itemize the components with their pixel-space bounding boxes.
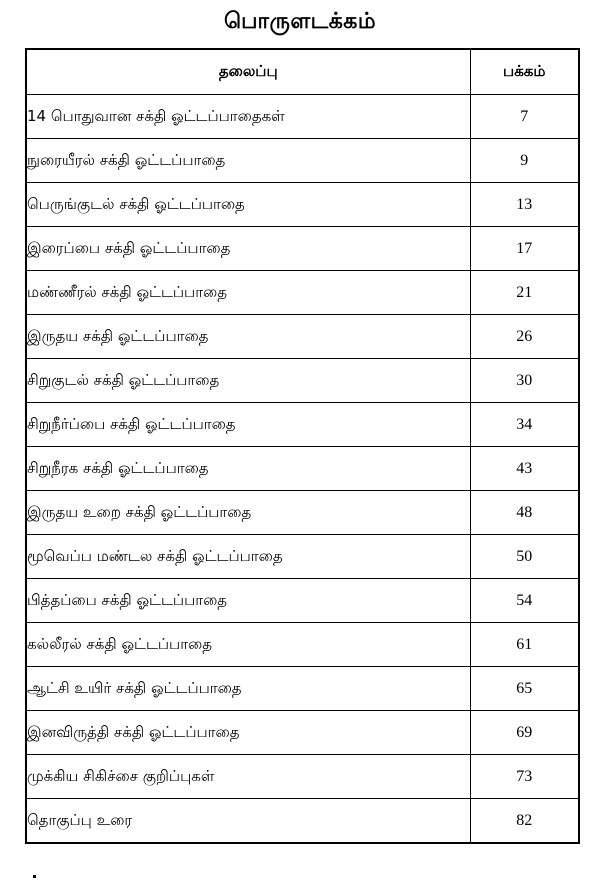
chapter-title: பெருங்குடல் சக்தி ஓட்டப்பாதை (26, 183, 470, 227)
chapter-title: கல்லீரல் சக்தி ஓட்டப்பாதை (26, 623, 470, 667)
table-row (26, 711, 579, 755)
page-number: 61 (470, 623, 579, 667)
page-number: 9 (470, 139, 579, 183)
contents-table (25, 48, 580, 844)
chapter-title: 14 பொதுவான சக்தி ஓட்டப்பாதைகள் (26, 95, 470, 139)
table-row (26, 579, 579, 623)
chapter-title: மூவெப்ப மண்டல சக்தி ஓட்டப்பாதை (26, 535, 470, 579)
table-row (26, 447, 579, 491)
page-number: 26 (470, 315, 579, 359)
page-number: 82 (470, 799, 579, 844)
chapter-title: சிறுநீர்ப்பை சக்தி ஓட்டப்பாதை (26, 403, 470, 447)
chapter-title: இரைப்பை சக்தி ஓட்டப்பாதை (26, 227, 470, 271)
table-row (26, 139, 579, 183)
page-number: 69 (470, 711, 579, 755)
table-row (26, 667, 579, 711)
column-header-page: பக்கம் (470, 49, 579, 95)
table-row (26, 227, 579, 271)
table-row (26, 755, 579, 799)
page-number: 7 (470, 95, 579, 139)
table-row (26, 271, 579, 315)
scan-speck (33, 875, 36, 878)
chapter-title: மண்ணீரல் சக்தி ஓட்டப்பாதை (26, 271, 470, 315)
chapter-title: இருதய உறை சக்தி ஓட்டப்பாதை (26, 491, 470, 535)
page-number: 54 (470, 579, 579, 623)
table-row (26, 535, 579, 579)
page-title: பொருளடக்கம் (223, 9, 377, 34)
table-row (26, 95, 579, 139)
table-row (26, 183, 579, 227)
chapter-title: இருதய சக்தி ஓட்டப்பாதை (26, 315, 470, 359)
table-row (26, 359, 579, 403)
page-number: 21 (470, 271, 579, 315)
table-row (26, 799, 579, 844)
page-number: 50 (470, 535, 579, 579)
table-header-row (26, 49, 579, 95)
chapter-title: தொகுப்பு உரை (26, 799, 470, 844)
page-number: 30 (470, 359, 579, 403)
page-number: 43 (470, 447, 579, 491)
table-row (26, 491, 579, 535)
page-number: 73 (470, 755, 579, 799)
chapter-title: இனவிருத்தி சக்தி ஓட்டப்பாதை (26, 711, 470, 755)
chapter-title: முக்கிய சிகிச்சை குறிப்புகள் (26, 755, 470, 799)
table-row (26, 403, 579, 447)
page-number: 13 (470, 183, 579, 227)
table-row (26, 315, 579, 359)
chapter-title: சிறுகுடல் சக்தி ஓட்டப்பாதை (26, 359, 470, 403)
page-number: 48 (470, 491, 579, 535)
chapter-title: நுரையீரல் சக்தி ஓட்டப்பாதை (26, 139, 470, 183)
column-header-title: தலைப்பு (26, 49, 470, 95)
page-number: 34 (470, 403, 579, 447)
chapter-title: ஆட்சி உயிர் சக்தி ஓட்டப்பாதை (26, 667, 470, 711)
page-number: 17 (470, 227, 579, 271)
table-row (26, 623, 579, 667)
chapter-title: பித்தப்பை சக்தி ஓட்டப்பாதை (26, 579, 470, 623)
page-number: 65 (470, 667, 579, 711)
chapter-title: சிறுநீரக சக்தி ஓட்டப்பாதை (26, 447, 470, 491)
